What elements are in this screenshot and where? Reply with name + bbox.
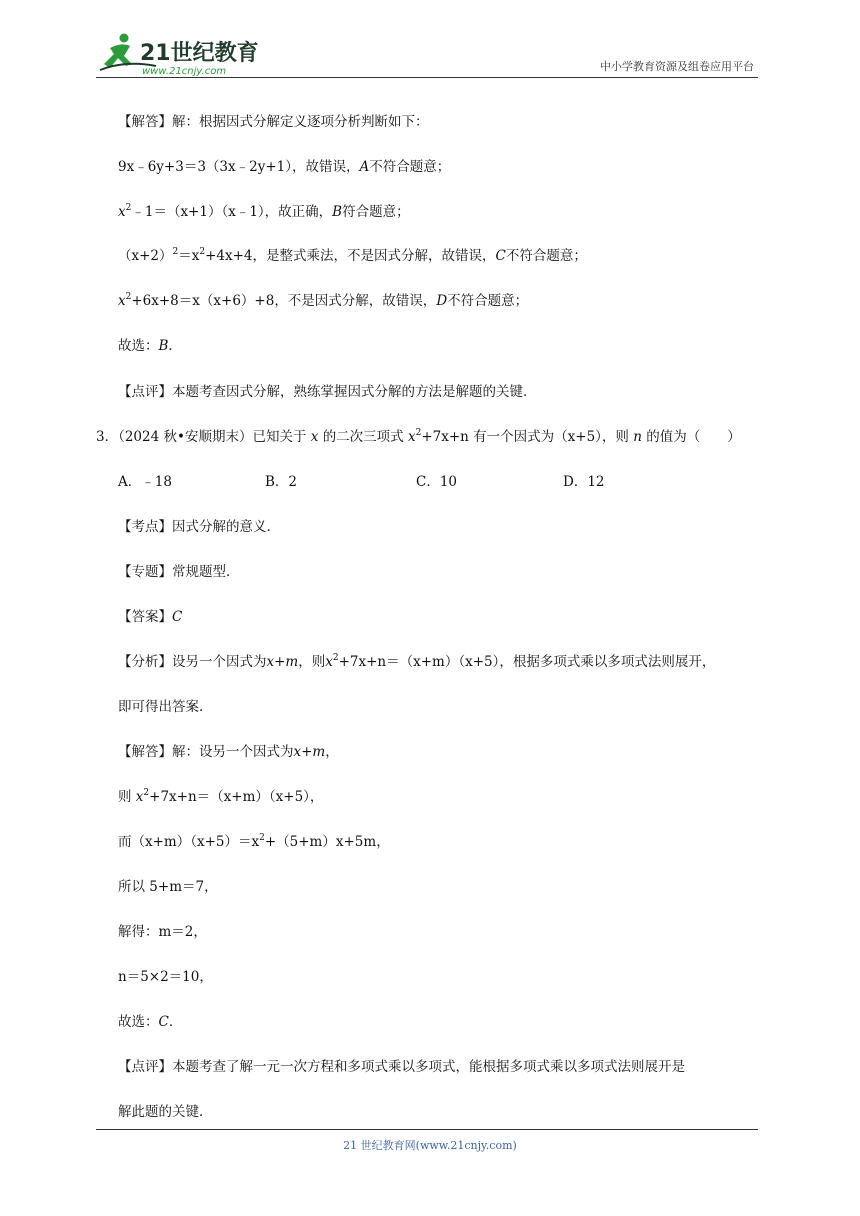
header-divider — [96, 77, 758, 78]
footer-link[interactable]: 21 世纪教育网(www.21cnjy.com) — [343, 1139, 517, 1152]
q3-option-b: B．2 — [265, 474, 298, 490]
q3-comment-cont: 解此题的关键． — [118, 1104, 213, 1120]
page-header — [96, 30, 758, 78]
q3-solution-l3: 而$(x+m)(x+5)=x^2+(5+m)x+5m$， — [118, 833, 390, 850]
q3-solution-l6: n＝5×2＝10， — [118, 969, 213, 985]
prev-solution-intro: 【解答】解：根据因式分解定义逐项分析判断如下： — [118, 114, 429, 130]
prev-option-c-analysis: $(x+2)^2=x^2+4x+4$，是整式乘法，不是因式分解，故错误，C不符合题意； — [118, 247, 587, 264]
prev-option-d-analysis: $x^2+6x+8=x(x+6)+8$，不是因式分解，故错误，D不符合题意； — [118, 292, 529, 309]
logo-text: 21世纪教育 — [140, 41, 259, 66]
q3-stem: 3．（2024 秋•安顺期末）已知关于 x 的二次三项式 $x^2+7x+n$ 有一个因式为（x+5），则 n 的值为（ ） — [96, 428, 741, 445]
q3-analysis: 【分析】设另一个因式为x+m，则$x^2+7x+n=(x+m)(x+5)$，根据多项式乘以多项式法则展开， — [118, 653, 716, 670]
logo-21cnjy — [96, 30, 266, 78]
q3-solution-choice: 故选：C． — [118, 1014, 183, 1030]
logo-url: www.21cnjy.com — [142, 66, 227, 77]
prev-choice: 故选：B． — [118, 338, 182, 354]
q3-option-d: D．12 — [563, 474, 605, 490]
q3-comment: 【点评】本题考查了解一元一次方程和多项式乘以多项式，能根据多项式乘以多项式法则展开是 — [118, 1059, 685, 1075]
q3-kaodian: 【考点】因式分解的意义． — [118, 519, 280, 535]
prev-comment: 【点评】本题考查因式分解，熟练掌握因式分解的方法是解题的关键． — [118, 384, 537, 400]
footer-divider — [96, 1129, 758, 1130]
prev-option-b-analysis: $x^2﹣1=(x+1)(x﹣1)$，故正确，B符合题意； — [118, 203, 410, 220]
q3-analysis-cont: 即可得出答案． — [118, 699, 213, 715]
prev-option-a-analysis: 9x﹣6y+3＝3（3x﹣2y+1），故错误，A不符合题意； — [118, 159, 451, 175]
platform-name: 中小学教育资源及组卷应用平台 — [600, 60, 754, 73]
q3-zhuanti: 【专题】常规题型． — [118, 564, 240, 580]
q3-solution-l4: 所以 5+m＝7， — [118, 879, 218, 895]
q3-option-a: A．﹣18 — [118, 474, 172, 490]
q3-solution-l1: 【解答】解：设另一个因式为x+m， — [118, 744, 339, 760]
q3-solution-l2: 则 $x^2+7x+n=(x+m)(x+5)$， — [118, 788, 324, 805]
q3-option-c: C．10 — [416, 474, 458, 490]
q3-answer: 【答案】C — [118, 609, 183, 625]
q3-solution-l5: 解得：m＝2， — [118, 924, 207, 940]
